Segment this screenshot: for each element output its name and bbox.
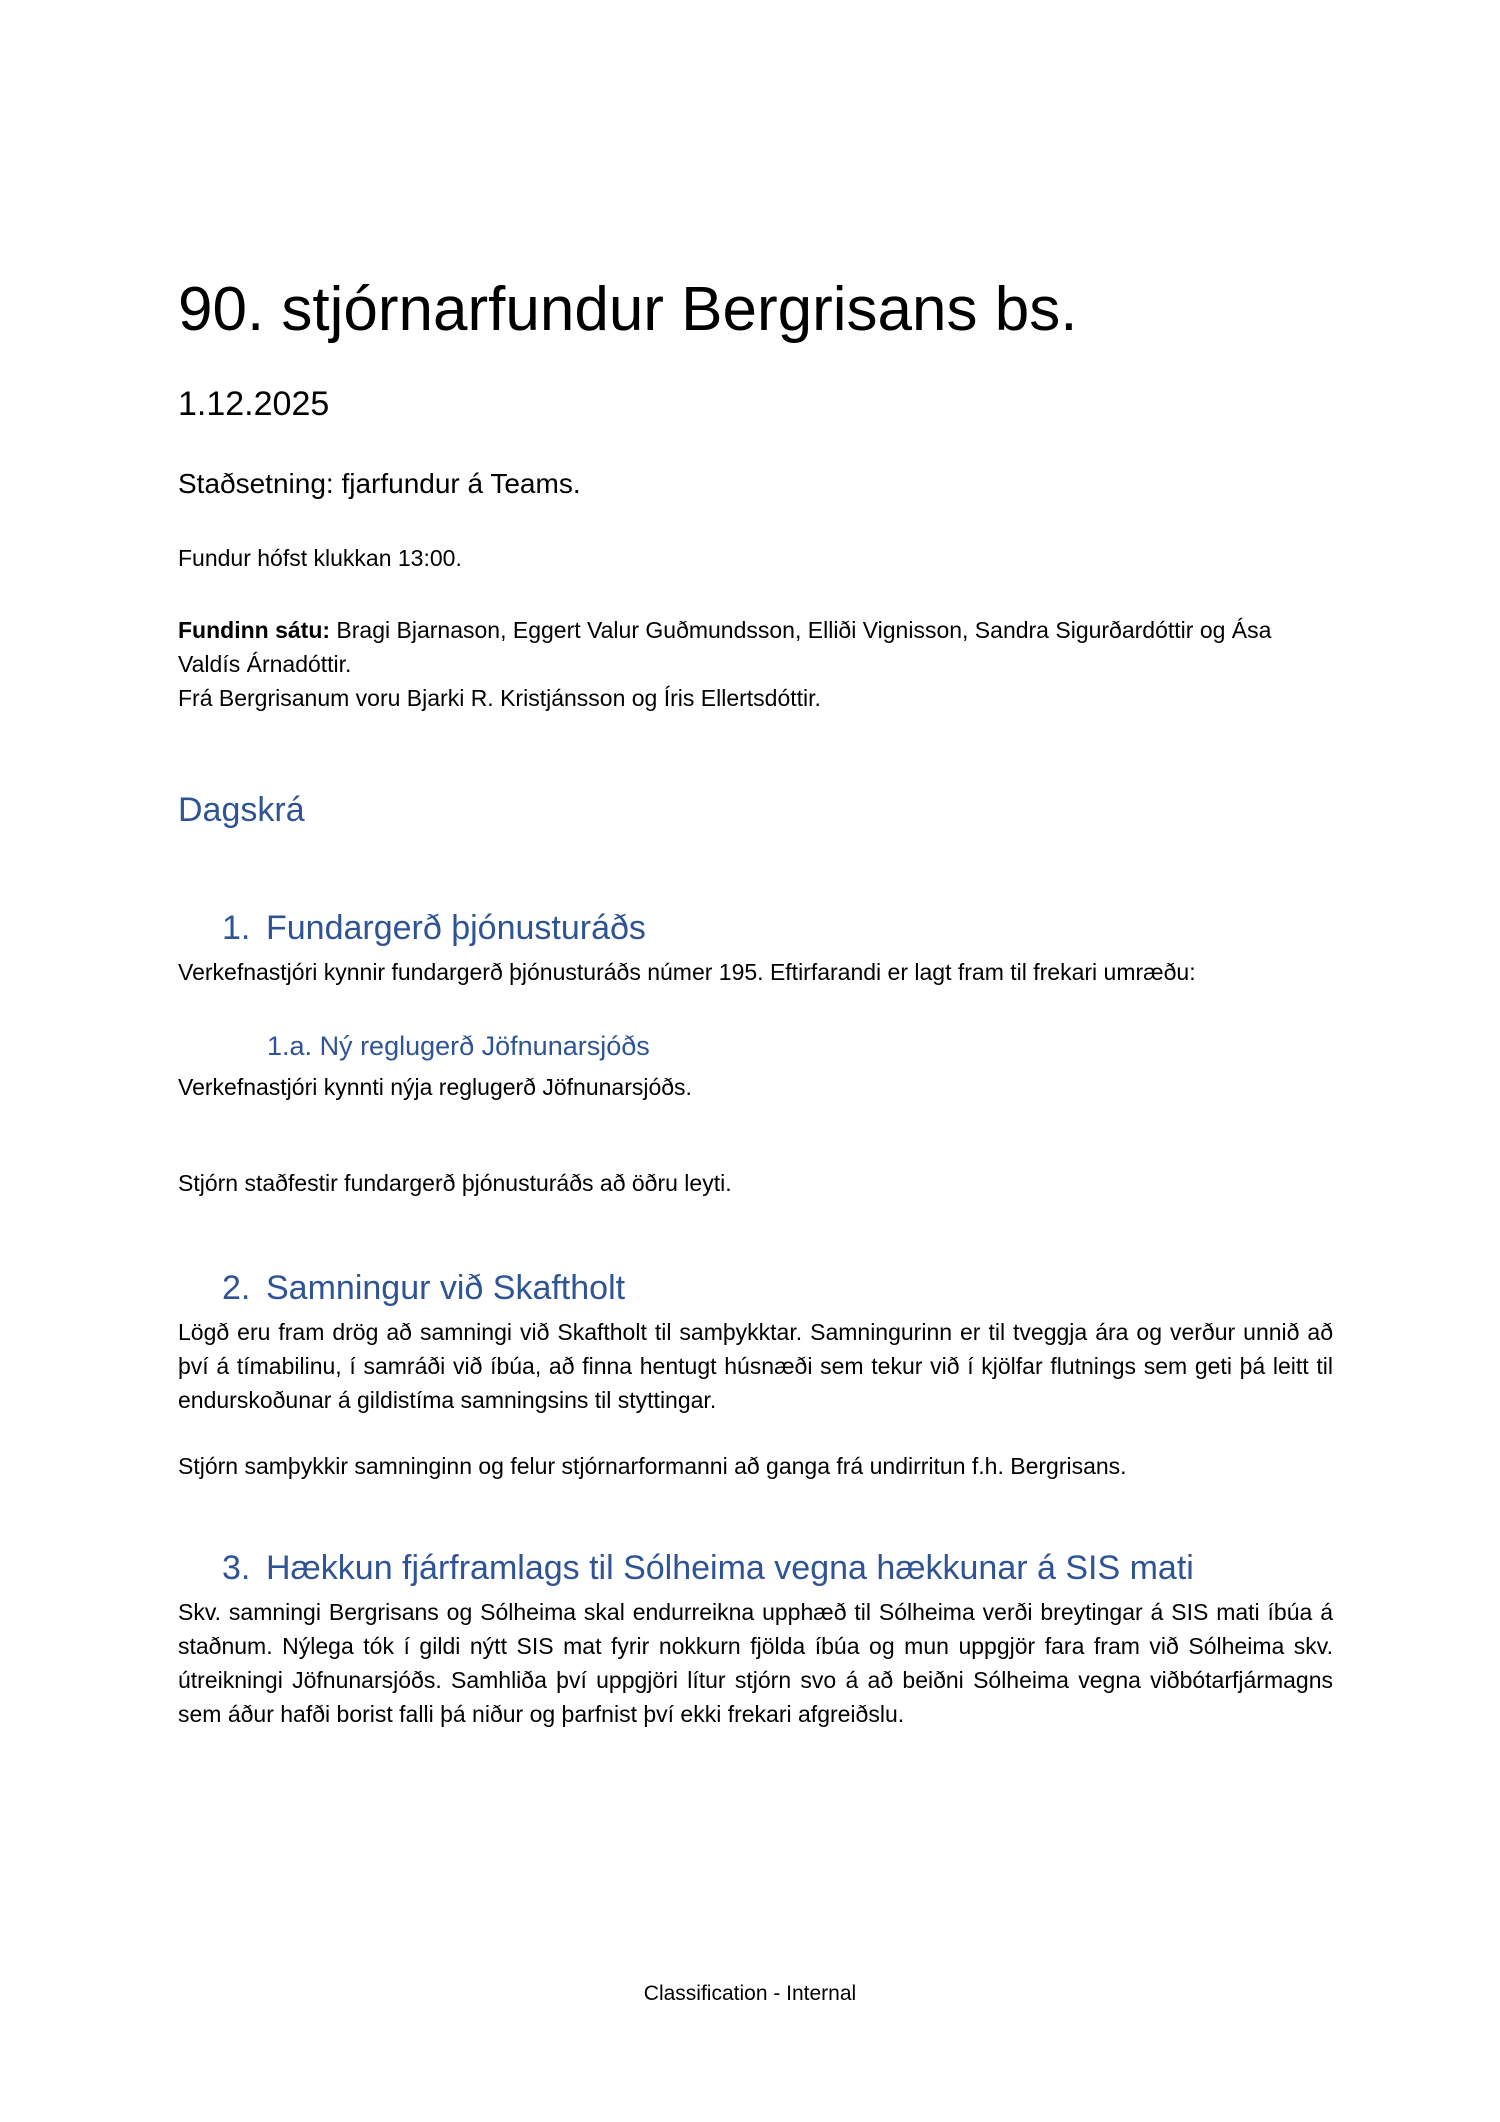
section-2-heading [222,1266,625,1310]
section-2-conclusion: Stjórn samþykkir samninginn og felur stjórnarformanni að ganga frá undirritun f.h. Bergrisans. [178,1453,1127,1479]
section-2-number: 2. [222,1269,251,1307]
section-1-conclusion: Stjórn staðfestir fundargerð þjónusturáðs að öðru leyti. [178,1170,732,1196]
section-3-text: Skv. samningi Bergrisans og Sólheima skal endurreikna upphæð til Sólheima verði breytingar á SIS mati íbúa á staðnum. Nýlega tók í gildi nýtt SIS mat fyrir nokkurn fjölda íbúa og mun uppgjör fara fram við Sólheima skv. útreikningi Jöfnunarsjóðs. Samhliða því uppgjöri lítur stjórn svo á að beiðni Sólheima vegna viðbótarfjármagns sem áður hafði borist falli þá niður og þarfnist því ekki frekari afgreiðslu. [178,1599,1333,1727]
document-title: 90. stjórnarfundur Bergrisans bs. [178,275,1078,344]
section-2-text: Lögð eru fram drög að samningi við Skaftholt til samþykktar. Samningurinn er til tveggja ára og verður unnið að því á tímabilinu, í samráði við íbúa, að finna hentugt húsnæði sem tekur við í kjölfar flutnings sem geti þá leitt til endurskoðunar á gildistíma samningsins til styttingar. [178,1319,1333,1413]
section-1-heading [222,906,646,950]
meeting-date: 1.12.2025 [178,385,330,423]
section-1a-number: 1.a. [267,1031,313,1061]
classification-footer: Classification - Internal [643,1982,857,2005]
section-1a-heading [267,1028,650,1064]
meeting-location: Staðsetning: fjarfundur á Teams. [178,468,581,499]
section-1-title: Fundargerð þjónusturáðs [266,909,646,947]
section-3-title: Hækkun fjárframlags til Sólheima vegna hækkunar á SIS mati [266,1549,1194,1587]
section-1a-text: Verkefnastjóri kynnti nýja reglugerð Jöfnunarsjóðs. [178,1074,692,1100]
section-1-number: 1. [222,909,251,947]
section-3-number: 3. [222,1549,251,1587]
meeting-start-time: Fundur hófst klukkan 13:00. [178,545,462,571]
section-1-intro: Verkefnastjóri kynnir fundargerð þjónusturáðs númer 195. Eftirfarandi er lagt fram til frekari umræðu: [178,959,1196,985]
section-3-heading [222,1546,1194,1590]
attendees-label: Fundinn sátu: [178,617,331,643]
section-1a-title: Ný reglugerð Jöfnunarsjóðs [319,1031,650,1061]
attendees-paragraph [178,613,1333,681]
agenda-heading: Dagskrá [178,791,305,829]
staff-paragraph: Frá Bergrisanum voru Bjarki R. Kristjánsson og Íris Ellertsdóttir. [178,685,821,711]
attendees-block [178,613,1333,715]
section-2-title: Samningur við Skaftholt [266,1269,626,1307]
attendees-list: Bragi Bjarnason, Eggert Valur Guðmundsson, Elliði Vignisson, Sandra Sigurðardóttir og Ása Valdís Árnadóttir. [178,617,1272,677]
